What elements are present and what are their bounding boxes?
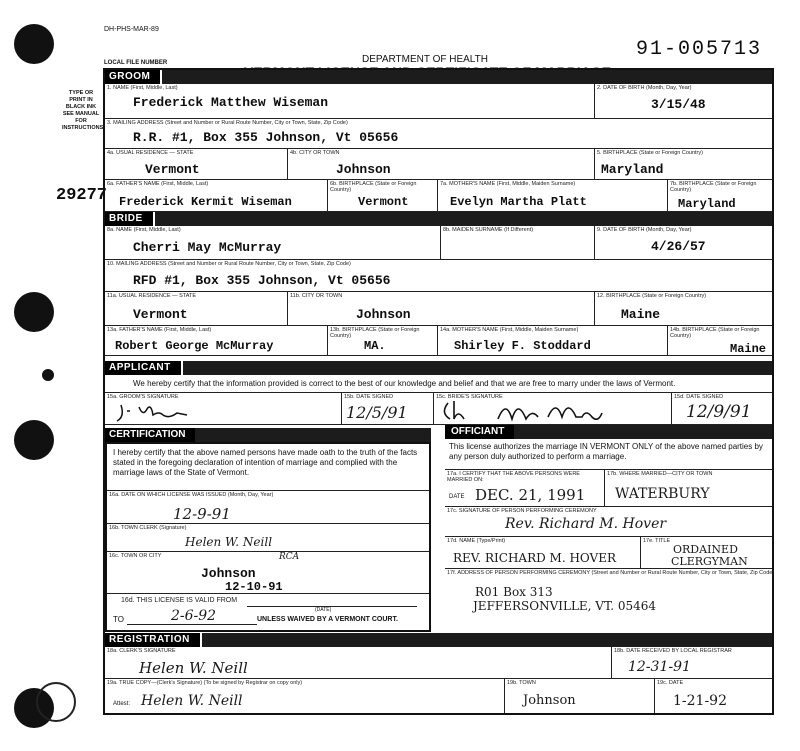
- bride-residence-city: Johnson: [356, 307, 411, 322]
- date-issued: 12-9-91: [173, 505, 231, 523]
- groom-father-field: 6a. FATHER'S NAME (First, Middle, Last) Frederick Kermit Wiseman: [105, 180, 328, 212]
- groom-section-label: GROOM: [105, 70, 162, 84]
- applicant-statement: We hereby certify that the information provided is correct to the best of our knowledge and belief and that we are free to marry under the laws of Vermont.: [105, 375, 772, 393]
- department-heading: DEPARTMENT OF HEALTH: [362, 54, 488, 65]
- rca-date: 12-10-91: [225, 580, 283, 594]
- town-city: Johnson: [201, 566, 256, 581]
- bride-mother: Shirley F. Stoddard: [454, 339, 591, 353]
- form-code: DH-PHS-MAR-89: [104, 26, 159, 33]
- date-received-field: 18b. DATE RECEIVED BY LOCAL REGISTRAR 12-31-91: [612, 647, 772, 679]
- officiant-box: This license authorizes the marriage IN VERMONT ONLY of the above named parties by any person duly authorized to perform a marriage. 17a. I CERTIFY THAT THE ABOVE PERSONS WERE MARRIED ON: DATE DEC. 21, 1991 17b. WHERE MARRIED—CITY OR TOWN WATERBURY 17c. SIGNATURE OF PERSON PERFORMING CEREMONY Rev. Richard M. Hover 17d. NAME (Type/Print) REV. RICHARD M. HOVER 17e. TITLE ORDAINED CLERGYMAN 17f. ADDRESS OF PERSON PERFORMING CEREMONY (Street and Number or Rural Route Number, City or Town, State, Zip Code) R01 Box 313 JEFFERSONVILLE, VT. 05464: [445, 439, 772, 633]
- groom-residence-state: Vermont: [145, 162, 200, 177]
- groom-residence-city: Johnson: [336, 162, 391, 177]
- groom-address: R.R. #1, Box 355 Johnson, Vt 05656: [133, 130, 399, 145]
- groom-mother-birthplace-field: 7b. BIRTHPLACE (State or Foreign Country) Maryland: [668, 180, 772, 212]
- binder-hole: [14, 420, 54, 460]
- rca-note: RCA: [279, 552, 300, 562]
- officiant-signature-field: 17c. SIGNATURE OF PERSON PERFORMING CEREMONY Rev. Richard M. Hover: [445, 507, 772, 537]
- bride-address-field: 10. MAILING ADDRESS (Street and Number or Rural Route Number, City or Town, State, Zip Code) RFD #1, Box 355 Johnson, Vt 05656: [105, 260, 772, 292]
- bride-birthplace: Maine: [621, 307, 661, 322]
- bride-signature: [438, 397, 658, 423]
- reinforcement-ring: [36, 682, 76, 722]
- clerk-signature-field: 18a. CLERK'S SIGNATURE Helen W. Neill: [105, 647, 612, 679]
- bride-birthplace-field: 12. BIRTHPLACE (State or Foreign Country) Maine: [595, 292, 772, 326]
- local-file-number: 29277: [56, 186, 108, 205]
- town-clerk-field: 16b. TOWN CLERK (Signature) Helen W. Neill: [107, 524, 429, 552]
- officiant-address-line1: R01 Box 313: [475, 585, 553, 599]
- attest-label: Attest:: [113, 701, 131, 707]
- groom-birthplace-field: 5. BIRTHPLACE (State or Foreign Country) Maryland: [595, 149, 772, 180]
- town-clerk-signature: Helen W. Neill: [185, 535, 273, 549]
- binder-hole-small: [42, 369, 54, 381]
- bride-father-birthplace-field: 13b. BIRTHPLACE (State or Foreign Country) MA.: [328, 326, 438, 356]
- where-married: WATERBURY: [615, 486, 710, 502]
- registration-date-field: 19c. DATE 1-21-92: [657, 680, 727, 709]
- bride-date-signed: 12/9/91: [686, 402, 752, 422]
- groom-father-birthplace-field: 6b. BIRTHPLACE (State or Foreign Country) Vermont: [328, 180, 438, 212]
- bride-residence-state: Vermont: [133, 307, 188, 322]
- valid-date-label: (DATE): [315, 607, 332, 613]
- officiant-title-line2: CLERGYMAN: [671, 555, 748, 568]
- groom-date-signed-field: 15b. DATE SIGNED 12/5/91: [342, 393, 434, 425]
- valid-to-date: 2-6-92: [171, 608, 217, 624]
- groom-birthplace: Maryland: [601, 162, 664, 177]
- marriage-certificate-form: [103, 68, 774, 715]
- binder-hole: [14, 24, 54, 64]
- clerk-signature: Helen W. Neill: [139, 659, 248, 677]
- bride-date-signed-field: 15d. DATE SIGNED 12/9/91: [672, 393, 772, 425]
- waiver-note: UNLESS WAIVED BY A VERMONT COURT.: [257, 616, 398, 623]
- certification-section-header: [105, 428, 431, 442]
- valid-from-line: [247, 606, 417, 607]
- groom-dob-field: 2. DATE OF BIRTH (Month, Day, Year) 3/15/48: [595, 84, 772, 119]
- officiant-signature: Rev. Richard M. Hover: [505, 516, 667, 532]
- bride-father-field: 13a. FATHER'S NAME (First, Middle, Last) Robert George McMurray: [105, 326, 328, 356]
- officiant-title-line1: ORDAINED: [673, 543, 738, 556]
- registration-section-header: [105, 633, 772, 647]
- bride-section-header: [105, 212, 772, 226]
- bride-name-field: 8a. NAME (First, Middle, Last) Cherri May McMurray: [105, 226, 441, 260]
- attest-signature: Helen W. Neill: [141, 693, 243, 709]
- groom-section-header: [105, 70, 772, 84]
- groom-father-birthplace: Vermont: [358, 195, 409, 209]
- bride-name: Cherri May McMurray: [133, 240, 282, 255]
- married-date-field: 17a. I CERTIFY THAT THE ABOVE PERSONS WERE MARRIED ON: DATE DEC. 21, 1991: [445, 469, 605, 507]
- applicant-section-label: APPLICANT: [105, 361, 183, 375]
- date-issued-field: 16a. DATE ON WHICH LICENSE WAS ISSUED (Month, Day, Year) 12-9-91: [107, 490, 429, 524]
- groom-name-field: 1. NAME (First, Middle, Last) Frederick Matthew Wiseman: [105, 84, 595, 119]
- certification-box: I hereby certify that the above named persons have made oath to the truth of the facts stated in the foregoing declaration of intention of marriage and complied with the marriage laws of the State of Vermont. 16a. DATE ON WHICH LICENSE WAS ISSUED (Month, Day, Year) 12-9-91 16b. TOWN CLERK (Signature) Helen W. Neill 16c. TOWN OR CITY RCA Johnson 12-10-91 16d. THIS LICENSE IS VALID FROM (DATE) TO 2-6-92 UNLESS WAIVED BY A VERMONT COURT.: [105, 442, 431, 632]
- date-word: DATE: [449, 494, 465, 500]
- officiant-section-header: [445, 425, 772, 439]
- state-file-number: 91-005713: [636, 38, 763, 61]
- bride-signature-field: 15c. BRIDE'S SIGNATURE: [434, 393, 672, 425]
- bride-father-birthplace: MA.: [364, 339, 386, 353]
- groom-address-field: 3. MAILING ADDRESS (Street and Number or Rural Route Number, City or Town, State, Zip Code) R.R. #1, Box 355 Johnson, Vt 05656: [105, 119, 772, 149]
- bride-section-label: BRIDE: [105, 212, 155, 226]
- groom-date-signed: 12/5/91: [346, 403, 408, 422]
- bride-mother-field: 14a. MOTHER'S NAME (First, Middle, Maiden Surname) Shirley F. Stoddard: [438, 326, 668, 356]
- valid-from-label: 16d. THIS LICENSE IS VALID FROM: [121, 597, 238, 604]
- groom-residence-city-field: 4b. CITY OR TOWN Johnson: [288, 149, 595, 180]
- certification-section-label: CERTIFICATION: [105, 428, 195, 442]
- groom-mother-field: 7a. MOTHER'S NAME (First, Middle, Maiden Surname) Evelyn Martha Platt: [438, 180, 668, 212]
- registration-town: Johnson: [523, 693, 576, 708]
- registration-date: 1-21-92: [673, 693, 727, 709]
- bride-residence-state-field: 11a. USUAL RESIDENCE — STATE Vermont: [105, 292, 288, 326]
- groom-mother: Evelyn Martha Platt: [450, 195, 587, 209]
- officiant-name: REV. RICHARD M. HOVER: [453, 551, 617, 565]
- bride-mother-birthplace: Maine: [730, 342, 767, 356]
- bride-maiden-field: 8b. MAIDEN SURNAME (If Different): [441, 226, 595, 260]
- registration-town-field: 19b. TOWN Johnson: [505, 679, 655, 713]
- officiant-address-line2: JEFFERSONVILLE, VT. 05464: [473, 599, 657, 613]
- groom-signature: [113, 401, 233, 423]
- where-married-field: 17b. WHERE MARRIED—CITY OR TOWN WATERBURY: [605, 469, 772, 507]
- town-city-field: 16c. TOWN OR CITY RCA Johnson 12-10-91: [107, 552, 429, 594]
- groom-signature-field: 15a. GROOM'S SIGNATURE: [105, 393, 342, 425]
- married-date: DEC. 21, 1991: [475, 486, 586, 504]
- officiant-address-field: 17f. ADDRESS OF PERSON PERFORMING CEREMONY (Street and Number or Rural Route Number, City or Town, State, Zip Code) R01 Box 313 JEFFERSONVILLE, VT. 05464: [447, 570, 775, 613]
- officiant-section-label: OFFICIANT: [445, 425, 514, 439]
- bride-dob: 4/26/57: [651, 239, 706, 254]
- valid-to-line: [127, 624, 257, 625]
- groom-name: Frederick Matthew Wiseman: [133, 95, 329, 110]
- bride-address: RFD #1, Box 355 Johnson, Vt 05656: [133, 273, 391, 288]
- local-file-label: LOCAL FILE NUMBER: [104, 60, 168, 66]
- bride-father: Robert George McMurray: [115, 339, 274, 353]
- date-received: 12-31-91: [628, 659, 691, 675]
- true-copy-field: 19a. TRUE COPY—(Clerk's Signature) (To be signed by Registrar on copy only) Attest: Helen W. Neill: [105, 679, 505, 713]
- valid-to-label: TO: [113, 615, 124, 624]
- groom-residence-state-field: 4a. USUAL RESIDENCE — STATE Vermont: [105, 149, 288, 180]
- applicant-section-header: [105, 361, 772, 375]
- binder-hole: [14, 292, 54, 332]
- groom-father: Frederick Kermit Wiseman: [119, 195, 292, 209]
- bride-mother-birthplace-field: 14b. BIRTHPLACE (State or Foreign Country) Maine: [668, 326, 772, 356]
- groom-mother-birthplace: Maryland: [678, 197, 736, 211]
- officiant-title-field: 17e. TITLE ORDAINED CLERGYMAN: [641, 537, 772, 569]
- officiant-name-field: 17d. NAME (Type/Print) REV. RICHARD M. HOVER: [445, 537, 641, 569]
- registration-section-label: REGISTRATION: [105, 633, 202, 647]
- bride-residence-city-field: 11b. CITY OR TOWN Johnson: [288, 292, 595, 326]
- bride-dob-field: 9. DATE OF BIRTH (Month, Day, Year) 4/26/57: [595, 226, 772, 260]
- instructions-note: TYPE OR PRINT IN BLACK INK SEE MANUAL FOR INSTRUCTIONS: [62, 90, 104, 131]
- groom-dob: 3/15/48: [651, 97, 706, 112]
